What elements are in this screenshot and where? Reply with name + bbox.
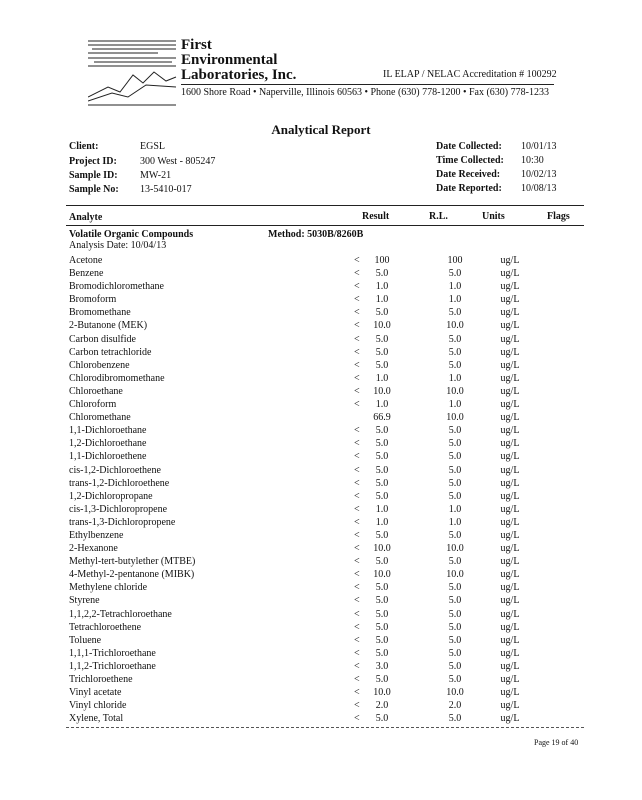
analyte-name: Ethylbenzene <box>69 529 124 541</box>
result-qualifier: < <box>354 294 360 306</box>
result-value: 5.0 <box>375 621 389 633</box>
result-qualifier: < <box>354 281 360 293</box>
reporting-limit: 5.0 <box>448 333 462 345</box>
table-row <box>69 516 540 529</box>
result-value: 100 <box>374 255 390 266</box>
units-cell: ug/L <box>500 425 520 437</box>
table-row <box>69 568 540 581</box>
company-name-line3: Laboratories, Inc. <box>181 67 297 83</box>
result-qualifier: < <box>354 333 360 345</box>
analyte-name: 1,1,1-Trichloroethane <box>69 647 156 659</box>
result-value: 5.0 <box>375 490 389 502</box>
analyte-name: Acetone <box>69 255 103 266</box>
reporting-limit: 10.0 <box>446 385 464 397</box>
result-value: 5.0 <box>375 529 389 541</box>
result-value: 5.0 <box>375 582 389 594</box>
time-collected-label: Time Collected: <box>436 155 504 166</box>
reporting-limit: 1.0 <box>448 281 462 293</box>
units-cell: ug/L <box>500 372 520 384</box>
result-qualifier: < <box>354 359 360 371</box>
result-qualifier: < <box>354 595 360 607</box>
result-qualifier: < <box>354 503 360 515</box>
result-value: 66.9 <box>373 412 391 424</box>
analyte-name: Benzene <box>69 268 104 280</box>
table-row <box>69 359 540 372</box>
analyte-name: 1,1-Dichloroethene <box>69 451 147 463</box>
result-cell <box>354 529 430 542</box>
reporting-limit: 1.0 <box>448 399 462 411</box>
sample-no-value: 13-5410-017 <box>140 184 192 195</box>
result-qualifier: < <box>354 477 360 489</box>
result-value: 1.0 <box>375 516 389 528</box>
table-row <box>69 398 540 411</box>
units-cell: ug/L <box>500 608 520 620</box>
analyte-name: Carbon disulfide <box>69 333 136 345</box>
reporting-limit: 5.0 <box>448 490 462 502</box>
result-cell <box>354 398 430 411</box>
analyte-name: Chloroethane <box>69 385 123 397</box>
result-value: 5.0 <box>375 674 389 685</box>
result-value: 5.0 <box>375 595 389 607</box>
result-value: 1.0 <box>375 294 389 306</box>
reporting-limit: 10.0 <box>446 320 464 332</box>
units-cell: ug/L <box>500 399 520 411</box>
units-cell: ug/L <box>500 359 520 371</box>
analyte-name: 2-Butanone (MEK) <box>69 320 148 332</box>
result-cell <box>354 280 430 293</box>
client-value: EGSL <box>140 141 165 152</box>
table-row <box>69 306 540 319</box>
section-name: Volatile Organic Compounds <box>69 229 194 240</box>
units-cell: ug/L <box>500 385 520 397</box>
result-qualifier: < <box>354 320 360 332</box>
result-qualifier: < <box>354 543 360 555</box>
result-cell <box>354 372 430 385</box>
units-cell: ug/L <box>500 255 520 266</box>
analyte-name: Chlorobenzene <box>69 359 130 371</box>
table-row <box>69 319 540 332</box>
result-cell <box>354 437 430 450</box>
result-cell <box>354 319 430 332</box>
date-received-label: Date Received: <box>436 169 501 180</box>
result-qualifier: < <box>354 399 360 411</box>
reporting-limit: 1.0 <box>448 372 462 384</box>
result-qualifier: < <box>354 268 360 280</box>
units-cell: ug/L <box>500 320 520 332</box>
table-row <box>69 673 540 686</box>
result-value: 5.0 <box>375 425 389 437</box>
result-qualifier: < <box>354 438 360 450</box>
result-qualifier: < <box>354 582 360 594</box>
analyte-name: Methyl-tert-butylether (MTBE) <box>69 556 196 568</box>
analyte-name: Bromodichloromethane <box>69 281 164 293</box>
table-row <box>69 372 540 385</box>
table-row <box>69 686 540 699</box>
analyte-name: Trichloroethene <box>69 674 133 685</box>
result-cell <box>354 712 430 725</box>
units-cell: ug/L <box>500 307 520 319</box>
analyte-name: 1,2-Dichloroethane <box>69 438 147 450</box>
results-table <box>69 254 540 725</box>
result-qualifier: < <box>354 700 360 712</box>
units-cell: ug/L <box>500 660 520 672</box>
result-value: 5.0 <box>375 647 389 659</box>
result-value: 1.0 <box>375 372 389 384</box>
result-qualifier: < <box>354 490 360 502</box>
result-value: 5.0 <box>375 464 389 476</box>
header-rule-bottom <box>66 225 584 226</box>
analyte-name: 2-Hexanone <box>69 543 118 555</box>
analyte-name: trans-1,2-Dichloroethene <box>69 477 170 489</box>
analyte-name: trans-1,3-Dichloropropene <box>69 516 176 528</box>
result-value: 5.0 <box>375 451 389 463</box>
units-cell: ug/L <box>500 543 520 555</box>
reporting-limit: 5.0 <box>448 359 462 371</box>
reporting-limit: 5.0 <box>448 346 462 358</box>
analyte-name: cis-1,2-Dichloroethene <box>69 464 161 476</box>
table-row <box>69 608 540 621</box>
result-qualifier: < <box>354 425 360 437</box>
result-cell <box>354 254 430 267</box>
reporting-limit: 5.0 <box>448 268 462 280</box>
units-cell: ug/L <box>500 674 520 685</box>
table-bottom-rule <box>66 727 584 728</box>
result-cell <box>354 346 430 359</box>
result-cell <box>354 333 430 346</box>
reporting-limit: 5.0 <box>448 608 462 620</box>
table-row <box>69 477 540 490</box>
result-qualifier: < <box>354 464 360 476</box>
analyte-name: cis-1,3-Dichloropropene <box>69 503 168 515</box>
table-row <box>69 647 540 660</box>
units-cell: ug/L <box>500 582 520 594</box>
result-value: 5.0 <box>375 608 389 620</box>
company-address: 1600 Shore Road • Naperville, Illinois 60563 • Phone (630) 778-1200 • Fax (630) 778-1233 <box>181 87 549 98</box>
reporting-limit: 5.0 <box>448 529 462 541</box>
table-row <box>69 581 540 594</box>
units-cell: ug/L <box>500 438 520 450</box>
table-row <box>69 555 540 568</box>
table-row <box>69 437 540 450</box>
result-cell <box>354 411 430 424</box>
result-qualifier: < <box>354 713 360 725</box>
col-rl: R.L. <box>429 211 448 222</box>
units-cell: ug/L <box>500 713 520 725</box>
table-row <box>69 503 540 516</box>
table-row <box>69 529 540 542</box>
company-name-line1: First <box>181 37 212 53</box>
table-row <box>69 385 540 398</box>
result-value: 5.0 <box>375 359 389 371</box>
units-cell: ug/L <box>500 687 520 699</box>
sample-id-value: MW-21 <box>140 170 172 181</box>
result-value: 5.0 <box>375 556 389 568</box>
reporting-limit: 5.0 <box>448 660 462 672</box>
units-cell: ug/L <box>500 490 520 502</box>
analyte-name: Toluene <box>69 634 102 646</box>
reporting-limit: 1.0 <box>448 294 462 306</box>
analyte-name: Vinyl chloride <box>69 700 127 712</box>
sample-id-label: Sample ID: <box>69 170 118 181</box>
result-qualifier: < <box>354 255 360 266</box>
table-row <box>69 621 540 634</box>
col-units: Units <box>482 211 505 222</box>
units-cell: ug/L <box>500 281 520 293</box>
result-qualifier: < <box>354 674 360 685</box>
company-logo-icon <box>88 37 178 107</box>
result-qualifier: < <box>354 647 360 659</box>
col-result: Result <box>362 211 390 222</box>
date-reported-value: 10/08/13 <box>521 183 557 194</box>
units-cell: ug/L <box>500 451 520 463</box>
units-cell: ug/L <box>500 346 520 358</box>
col-flags: Flags <box>547 211 570 222</box>
units-cell: ug/L <box>500 477 520 489</box>
analyte-name: Bromomethane <box>69 307 131 319</box>
reporting-limit: 10.0 <box>446 412 464 424</box>
result-value: 5.0 <box>375 333 389 345</box>
analysis-date: Analysis Date: 10/04/13 <box>69 240 167 251</box>
result-cell <box>354 542 430 555</box>
table-row <box>69 712 540 725</box>
result-cell <box>354 293 430 306</box>
reporting-limit: 10.0 <box>446 543 464 555</box>
table-row <box>69 634 540 647</box>
project-id-value: 300 West - 805247 <box>140 156 216 167</box>
reporting-limit: 100 <box>447 255 463 266</box>
reporting-limit: 5.0 <box>448 595 462 607</box>
report-title: Analytical Report <box>271 122 371 137</box>
analyte-name: 4-Methyl-2-pentanone (MIBK) <box>69 569 195 581</box>
result-qualifier: < <box>354 634 360 646</box>
reporting-limit: 5.0 <box>448 307 462 319</box>
units-cell: ug/L <box>500 412 520 424</box>
table-row <box>69 660 540 673</box>
reporting-limit: 5.0 <box>448 621 462 633</box>
reporting-limit: 5.0 <box>448 464 462 476</box>
table-row <box>69 346 540 359</box>
analyte-name: Styrene <box>69 595 100 607</box>
result-cell <box>354 477 430 490</box>
result-cell <box>354 568 430 581</box>
company-name-line2: Environmental <box>181 52 278 68</box>
table-row <box>69 594 540 607</box>
reporting-limit: 1.0 <box>448 516 462 528</box>
result-value: 10.0 <box>373 385 391 397</box>
result-qualifier: < <box>354 556 360 568</box>
reporting-limit: 5.0 <box>448 425 462 437</box>
table-row <box>69 450 540 463</box>
header-rule-top <box>66 205 584 206</box>
result-cell <box>354 359 430 372</box>
analyte-name: Chloroform <box>69 399 117 411</box>
units-cell: ug/L <box>500 569 520 581</box>
units-cell: ug/L <box>500 621 520 633</box>
analyte-name: 1,2-Dichloropropane <box>69 490 153 502</box>
reporting-limit: 5.0 <box>448 556 462 568</box>
date-collected-label: Date Collected: <box>436 141 502 152</box>
result-value: 10.0 <box>373 687 391 699</box>
result-value: 5.0 <box>375 307 389 319</box>
analyte-name: Carbon tetrachloride <box>69 346 152 358</box>
units-cell: ug/L <box>500 556 520 568</box>
result-qualifier: < <box>354 385 360 397</box>
result-value: 5.0 <box>375 634 389 646</box>
result-value: 5.0 <box>375 713 389 725</box>
table-row <box>69 490 540 503</box>
result-value: 2.0 <box>375 700 389 712</box>
result-value: 1.0 <box>375 281 389 293</box>
result-value: 5.0 <box>375 346 389 358</box>
result-cell <box>354 267 430 280</box>
units-cell: ug/L <box>500 700 520 712</box>
units-cell: ug/L <box>500 516 520 528</box>
units-cell: ug/L <box>500 647 520 659</box>
reporting-limit: 1.0 <box>448 503 462 515</box>
analyte-name: 1,1,2-Trichloroethane <box>69 660 156 672</box>
time-collected-value: 10:30 <box>521 155 544 166</box>
table-row <box>69 411 540 424</box>
table-row <box>69 333 540 346</box>
units-cell: ug/L <box>500 503 520 515</box>
result-qualifier: < <box>354 687 360 699</box>
result-qualifier: < <box>354 569 360 581</box>
result-qualifier: < <box>354 529 360 541</box>
reporting-limit: 5.0 <box>448 647 462 659</box>
reporting-limit: 5.0 <box>448 438 462 450</box>
analyte-name: Chloromethane <box>69 412 131 424</box>
units-cell: ug/L <box>500 268 520 280</box>
col-analyte: Analyte <box>69 212 103 223</box>
result-cell <box>354 464 430 477</box>
result-value: 5.0 <box>375 438 389 450</box>
table-row <box>69 280 540 293</box>
sample-no-label: Sample No: <box>69 184 119 195</box>
reporting-limit: 5.0 <box>448 451 462 463</box>
date-reported-label: Date Reported: <box>436 183 502 194</box>
result-qualifier: < <box>354 660 360 672</box>
result-cell <box>354 503 430 516</box>
table-row <box>69 699 540 712</box>
result-cell <box>354 634 430 647</box>
result-cell <box>354 608 430 621</box>
table-row <box>69 464 540 477</box>
reporting-limit: 5.0 <box>448 477 462 489</box>
result-qualifier: < <box>354 451 360 463</box>
accreditation-text: IL ELAP / NELAC Accreditation # 100292 <box>383 69 557 80</box>
result-cell <box>354 385 430 398</box>
result-value: 5.0 <box>375 477 389 489</box>
result-qualifier: < <box>354 516 360 528</box>
result-cell <box>354 621 430 634</box>
result-qualifier: < <box>354 372 360 384</box>
units-cell: ug/L <box>500 333 520 345</box>
table-row <box>69 267 540 280</box>
result-cell <box>354 647 430 660</box>
table-row <box>69 293 540 306</box>
section-method: Method: 5030B/8260B <box>268 229 364 240</box>
reporting-limit: 5.0 <box>448 634 462 646</box>
result-cell <box>354 516 430 529</box>
result-value: 10.0 <box>373 543 391 555</box>
units-cell: ug/L <box>500 529 520 541</box>
reporting-limit: 10.0 <box>446 569 464 581</box>
result-qualifier: < <box>354 621 360 633</box>
result-cell <box>354 424 430 437</box>
reporting-limit: 5.0 <box>448 582 462 594</box>
units-cell: ug/L <box>500 634 520 646</box>
result-qualifier: < <box>354 608 360 620</box>
date-collected-value: 10/01/13 <box>521 141 557 152</box>
result-cell <box>354 699 430 712</box>
client-label: Client: <box>69 141 99 152</box>
result-cell <box>354 450 430 463</box>
result-qualifier: < <box>354 307 360 319</box>
analyte-name: 1,1-Dichloroethane <box>69 425 147 437</box>
analyte-name: Xylene, Total <box>69 713 124 725</box>
date-received-value: 10/02/13 <box>521 169 557 180</box>
result-value: 10.0 <box>373 569 391 581</box>
analyte-name: Methylene chloride <box>69 582 148 594</box>
page-number: Page 19 of 40 <box>534 738 579 747</box>
result-cell <box>354 673 430 686</box>
letterhead-rule <box>181 84 554 85</box>
result-cell <box>354 555 430 568</box>
result-value: 3.0 <box>375 660 389 672</box>
result-value: 1.0 <box>375 399 389 411</box>
analyte-name: Chlorodibromomethane <box>69 372 165 384</box>
result-cell <box>354 594 430 607</box>
analyte-name: Bromoform <box>69 294 117 306</box>
result-cell <box>354 490 430 503</box>
project-id-label: Project ID: <box>69 156 117 167</box>
table-row <box>69 254 540 267</box>
units-cell: ug/L <box>500 595 520 607</box>
analyte-name: Vinyl acetate <box>69 687 122 699</box>
result-cell <box>354 581 430 594</box>
analyte-name: Tetrachloroethene <box>69 621 142 633</box>
units-cell: ug/L <box>500 294 520 306</box>
result-cell <box>354 306 430 319</box>
result-value: 5.0 <box>375 268 389 280</box>
reporting-limit: 2.0 <box>448 700 462 712</box>
reporting-limit: 5.0 <box>448 713 462 725</box>
table-row <box>69 542 540 555</box>
result-cell <box>354 660 430 673</box>
result-value: 1.0 <box>375 503 389 515</box>
analyte-name: 1,1,2,2-Tetrachloroethane <box>69 608 172 620</box>
table-row <box>69 424 540 437</box>
units-cell: ug/L <box>500 464 520 476</box>
reporting-limit: 5.0 <box>448 674 462 685</box>
reporting-limit: 10.0 <box>446 687 464 699</box>
result-cell <box>354 686 430 699</box>
result-qualifier: < <box>354 346 360 358</box>
result-value: 10.0 <box>373 320 391 332</box>
